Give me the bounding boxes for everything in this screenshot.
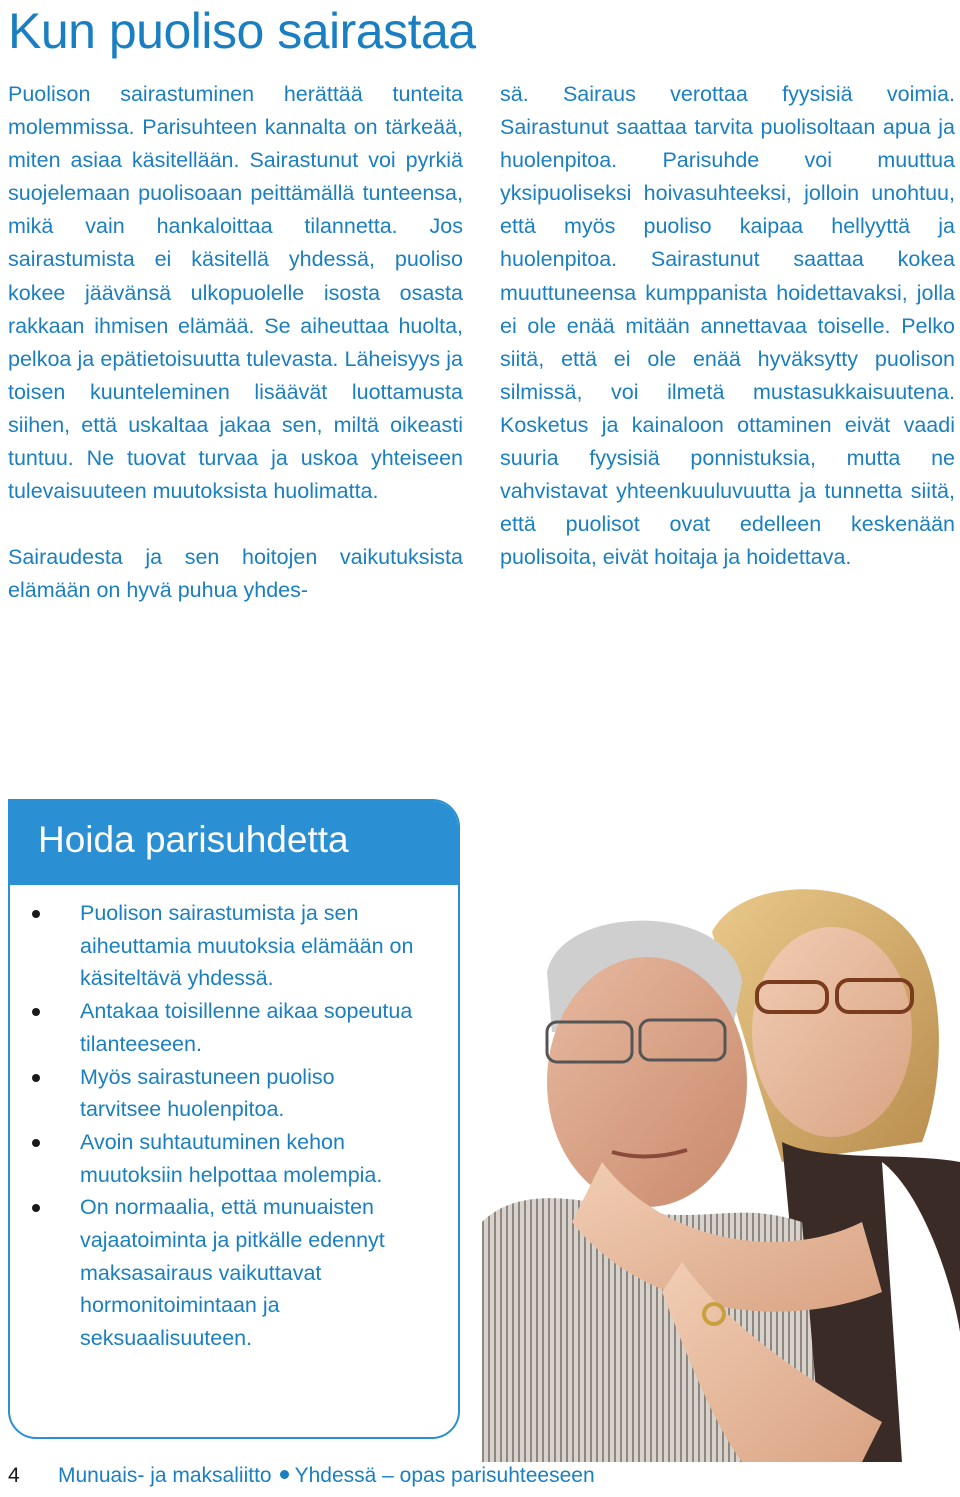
page-number: 4 <box>8 1464 20 1487</box>
body-paragraph: sä. Sairaus verottaa fyysisiä voimia. Sairastunut saattaa tarvita puolisoltaan apua ja huolenpitoa. Parisuhde voi muuttua yksipuoliseksi hoivasuhteeksi, jolloin unohtuu, että myös puoliso kaipaa hellyyttä ja huolenpitoa. Sairastunut saattaa kokea muuttuneensa kumppanista hoidettavaksi, jolla ei ole enää mitään annettavaa toiselle. Pelko siitä, että ei ole enää hyväksytty puolison silmissä, voi ilmetä mustasukkaisuutena. Kosketus ja kainaloon ottaminen eivät vaadi suuria fyysisiä ponnistuksia, mutta ne vahvistavat yhteenkuuluvuutta ja tunnetta siitä, että puolisot ovat edelleen keskenään puolisoita, eivät hoitaja ja hoidettava. <box>500 82 955 570</box>
list-item-text: Puolison sairastumista ja sen aiheuttamia muutoksia elämään on käsiteltävä yhdessä. <box>80 901 414 991</box>
body-paragraph: Puolison sairastuminen herättää tunteita molemmissa. Parisuhteen kannalta on tärkeää, miten asiaa käsitellään. Sairastunut voi pyrkiä suojelemaan puolisoaan peittämällä tunteensa, mikä vain hankaloittaa tilannetta. Jos sairastumista ei käsitellä yhdessä, puoliso kokee jäävänsä ulkopuolelle isosta osasta rakkaan ihmisen elämää. Se aiheuttaa huolta, pelkoa ja epätietoisuutta tulevasta. Läheisyys ja toisen kuunteleminen lisäävät luottamusta siihen, että uskaltaa jakaa sen, miltä oikeasti tuntuu. Ne tuovat turvaa ja uskoa yhteiseen tulevaisuuteen muutoksista huolimatta. <box>8 82 463 504</box>
footer-publication: Yhdessä – opas parisuhteeseen <box>294 1464 595 1487</box>
list-item-text: Myös sairastuneen puoliso tarvitsee huolenpitoa. <box>80 1064 335 1122</box>
bullet-icon <box>32 910 40 918</box>
list-item-text: Avoin suhtautuminen kehon muutoksiin helpottaa molempia. <box>80 1129 383 1187</box>
body-paragraph: Sairaudesta ja sen hoitojen vaikutuksista elämään on hyvä puhua yhdes- <box>8 545 463 603</box>
list-item-text: Antakaa toisillenne aikaa sopeutua tilanteeseen. <box>80 999 413 1056</box>
list-item <box>10 1191 420 1355</box>
man-face <box>547 957 747 1207</box>
woman-face <box>752 927 912 1137</box>
page-footer <box>8 1461 595 1491</box>
list-item <box>10 1061 420 1126</box>
footer-organization: Munuais- ja maksaliitto <box>58 1464 272 1487</box>
list-item <box>10 995 420 1060</box>
list-item <box>10 897 420 995</box>
right-column <box>500 78 955 574</box>
left-column <box>8 78 463 607</box>
tips-box-title: Hoida parisuhdetta <box>38 819 349 860</box>
bullet-icon <box>32 1204 40 1212</box>
list-item-text: On normaalia, että munuaisten vajaatoiminta ja pitkälle edennyt maksasairaus vaikuttavat hormonitoimintaan ja seksuaalisuuteen. <box>80 1195 385 1351</box>
bullet-icon <box>32 1008 40 1016</box>
list-item <box>10 1126 420 1191</box>
tips-list <box>10 897 440 1355</box>
tips-box <box>8 799 460 1439</box>
bullet-icon <box>32 1139 40 1147</box>
separator-dot-icon <box>280 1470 289 1479</box>
tips-box-header <box>8 799 460 885</box>
bullet-icon <box>32 1074 40 1082</box>
page-title: Kun puoliso sairastaa <box>8 3 476 59</box>
couple-photo <box>482 862 960 1462</box>
